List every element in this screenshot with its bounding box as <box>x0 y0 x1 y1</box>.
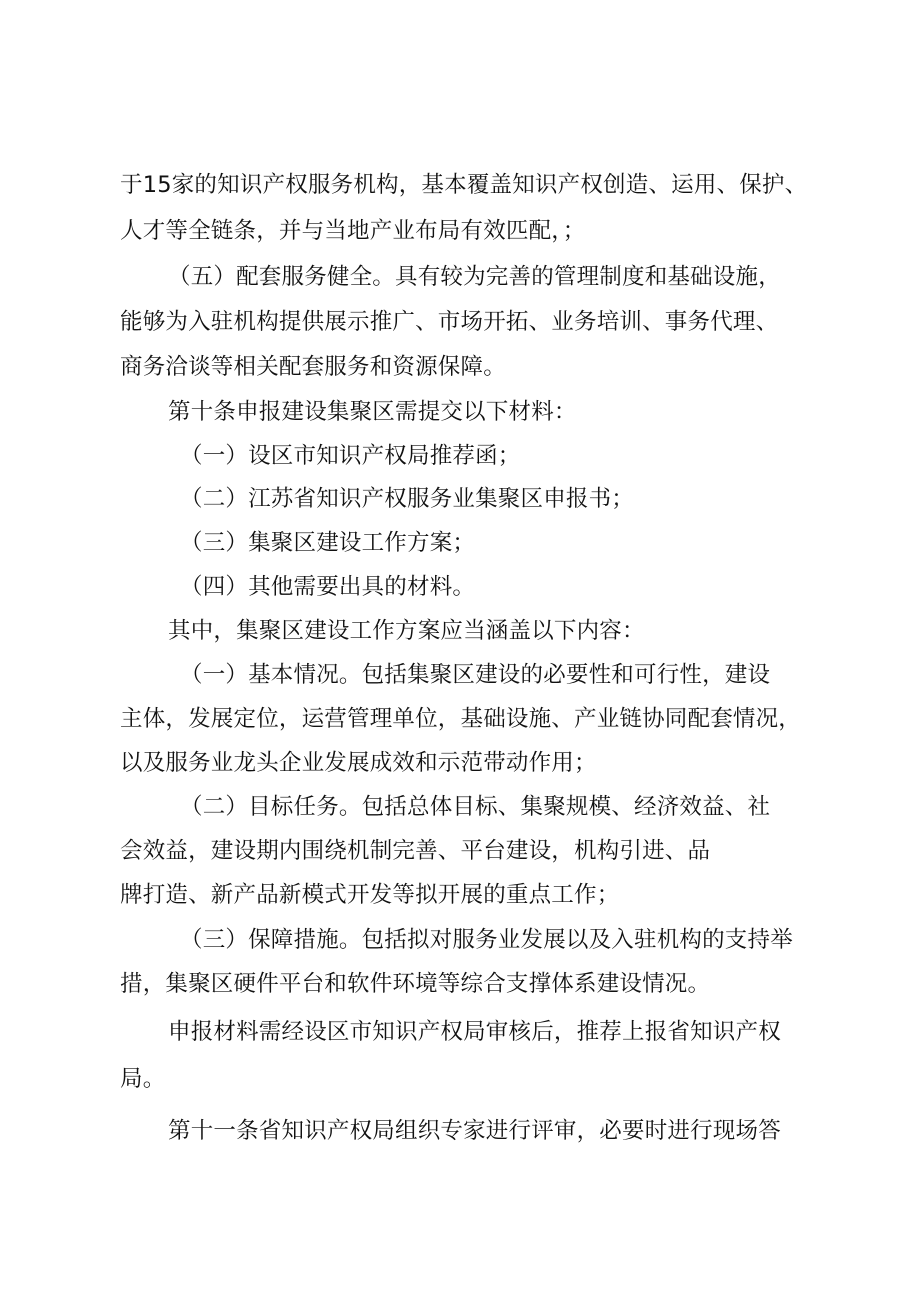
text-line: （一）基本情况。包括集聚区建设的必要性和可行性，建设 <box>180 662 771 688</box>
text-line: 申报材料需经设区市知识产权局审核后，推荐上报省知识产权 <box>168 1019 781 1045</box>
text-line: （三）保障措施。包括拟对服务业发展以及入驻机构的支持举 <box>180 927 793 953</box>
text-line: 措，集聚区硬件平台和软件环境等综合支撑体系建设情况。 <box>120 971 711 997</box>
text-line: 主体，发展定位，运营管理单位，基础设施、产业链协同配套情况， <box>120 706 802 732</box>
list-item: （四）其他需要出具的材料。 <box>180 574 476 600</box>
text-line: 会效益，建设期内围绕机制完善、平台建设，机构引进、品 <box>120 838 711 864</box>
article-heading: 第十条申报建设集聚区需提交以下材料： <box>168 399 577 425</box>
text-line: 商务洽谈等相关配套服务和资源保障。 <box>120 354 506 380</box>
text-line: （五）配套服务健全。具有较为完善的管理制度和基础设施， <box>168 264 781 290</box>
text-line: 其中，集聚区建设工作方案应当涵盖以下内容： <box>168 618 645 644</box>
list-item: （三）集聚区建设工作方案； <box>180 530 476 556</box>
text-line: 以及服务业龙头企业发展成效和示范带动作用； <box>120 750 597 776</box>
article-heading: 第十一条省知识产权局组织专家进行评审，必要时进行现场答 <box>168 1118 781 1144</box>
text-line: （二）目标任务。包括总体目标、集聚规模、经济效益、社 <box>180 794 771 820</box>
text-line: 能够为入驻机构提供展示推广、市场开拓、业务培训、事务代理、 <box>120 309 779 335</box>
text-line: 于15家的知识产权服务机构，基本覆盖知识产权创造、运用、保护、 <box>120 172 808 198</box>
list-item: （二）江苏省知识产权服务业集聚区申报书； <box>180 486 635 512</box>
text-line: 人才等全链条，并与当地产业布局有效匹配，； <box>120 218 586 244</box>
text-line: 局。 <box>120 1066 166 1092</box>
text-line: 牌打造、新产品新模式开发等拟开展的重点工作； <box>120 882 620 908</box>
list-item: （一）设区市知识产权局推荐函； <box>180 443 521 469</box>
